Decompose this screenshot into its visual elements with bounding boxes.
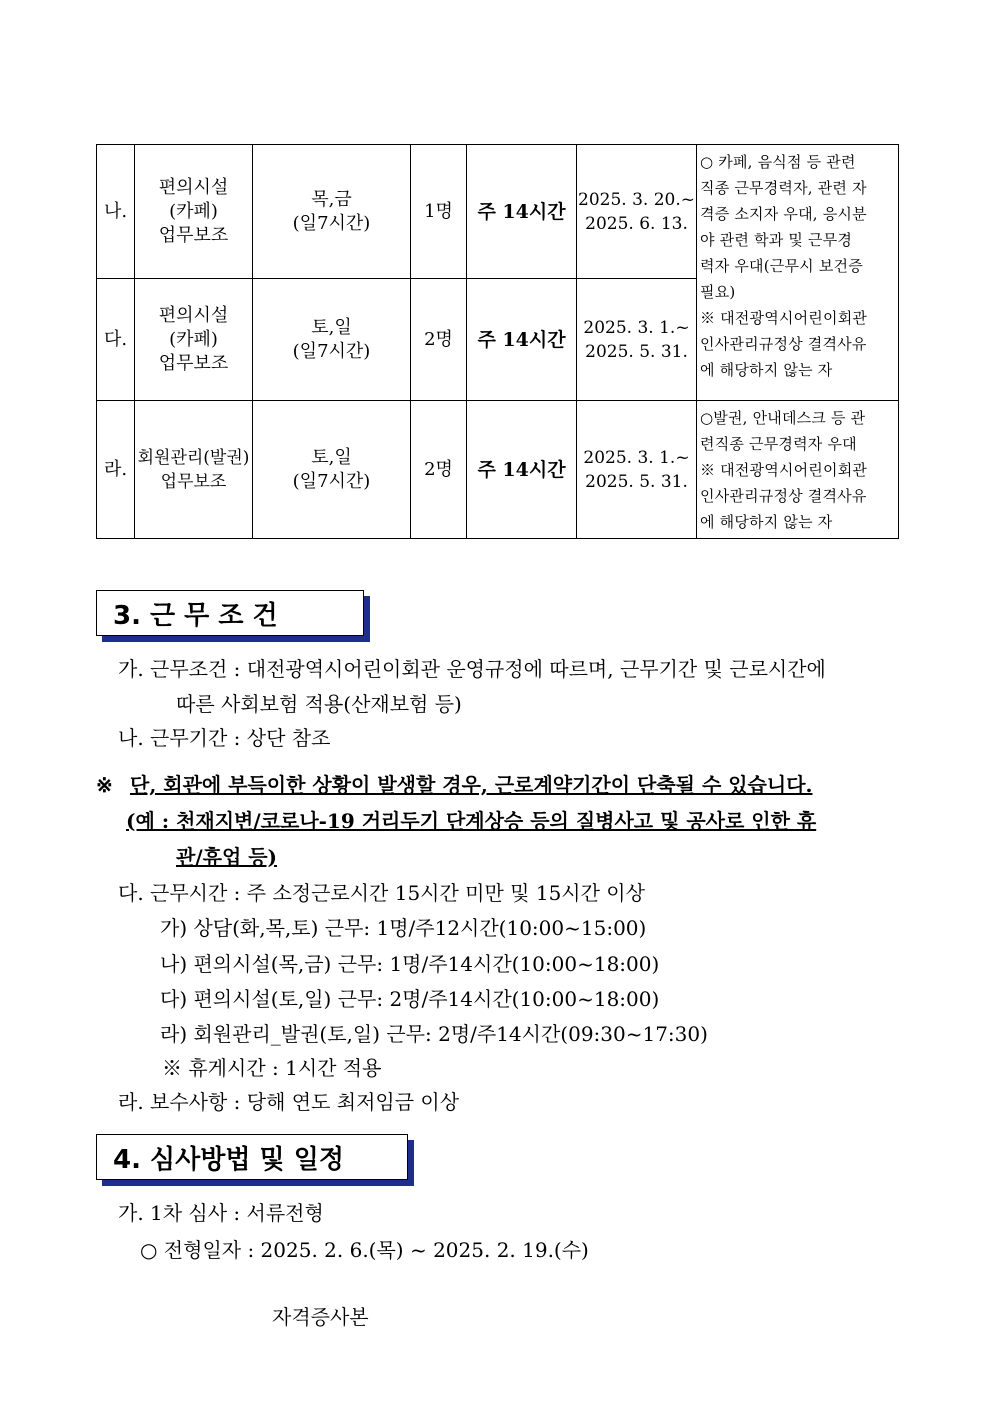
note-line: 력자 우대(근무시 보건증 — [700, 257, 863, 275]
work-hours-item: 다) 편의시설(토,일) 근무: 2명/주14시간(10:00~18:00) — [160, 987, 660, 1011]
job-line: 업무보조 — [160, 471, 227, 492]
work-hours-line: 다. 근무시간 : 주 소정근로시간 15시간 미만 및 15시간 이상 — [118, 881, 645, 905]
work-period-line: 나. 근무기간 : 상단 참조 — [118, 726, 331, 750]
note-line: 필요) — [700, 283, 736, 301]
job-line: 업무보조 — [158, 224, 229, 246]
table-row — [97, 401, 899, 539]
note-line: ※ 대전광역시어린이회관 — [700, 461, 868, 479]
days-line: (일7시간) — [292, 340, 371, 362]
section-4-heading: 4. 심사방법 및 일정 — [96, 1134, 408, 1180]
period-line: 2025. 6. 13. — [585, 213, 688, 234]
job-line: 업무보조 — [158, 352, 229, 374]
headcount: 2명 — [411, 401, 467, 539]
headcount: 1명 — [411, 145, 467, 279]
work-period — [577, 279, 697, 401]
work-conditions-cont: 따른 사회보험 적용(산재보험 등) — [176, 692, 462, 716]
work-days — [253, 145, 411, 279]
row-label: 라. — [97, 401, 135, 539]
review-date-line: ○ 전형일자 : 2025. 2. 6.(목) ~ 2025. 2. 19.(수) — [140, 1238, 589, 1262]
note-line: 련직종 근무경력자 우대 — [700, 435, 857, 453]
work-hours-item: 라) 회원관리_발권(토,일) 근무: 2명/주14시간(09:30~17:30) — [160, 1022, 708, 1046]
job-title — [135, 145, 253, 279]
weekly-hours: 주 14시간 — [467, 401, 577, 539]
note-line: ○발권, 안내데스크 등 관 — [700, 409, 866, 427]
work-days — [253, 279, 411, 401]
period-line: 2025. 5. 31. — [585, 341, 688, 362]
section-3-heading: 3. 근 무 조 건 — [96, 590, 364, 636]
qualification-note — [697, 401, 899, 539]
note-line: 인사관리규정상 결격사유 — [700, 335, 867, 353]
first-review-line: 가. 1차 심사 : 서류전형 — [118, 1201, 324, 1225]
days-line: 토,일 — [311, 316, 352, 338]
pay-line: 라. 보수사항 : 당해 연도 최저임금 이상 — [118, 1090, 460, 1114]
weekly-hours: 주 14시간 — [467, 279, 577, 401]
qualification-note — [697, 145, 899, 401]
period-line: 2025. 5. 31. — [585, 471, 688, 492]
days-line: 목,금 — [311, 188, 352, 210]
period-line: 2025. 3. 1.~ — [583, 317, 690, 338]
work-days — [253, 401, 411, 539]
job-line: 회원관리(발권) — [137, 447, 250, 468]
job-line: 편의시설 — [158, 304, 229, 326]
note-line: 야 관련 학과 및 근무경 — [700, 231, 853, 249]
warning-mark: ※ — [96, 773, 113, 797]
work-period — [577, 145, 697, 279]
work-hours-item: 나) 편의시설(목,금) 근무: 1명/주14시간(10:00~18:00) — [160, 952, 660, 976]
row-label: 다. — [97, 279, 135, 401]
warning-example: (예 : 천재지변/코로나-19 거리두기 단계상승 등의 질병사고 및 공사로 인한 휴 — [126, 809, 817, 833]
note-line: ○ 카페, 음식점 등 관련 — [700, 153, 856, 171]
days-line: (일7시간) — [292, 212, 371, 234]
documents-cont: 자격증사본 — [272, 1305, 369, 1329]
job-table — [96, 144, 899, 539]
job-title — [135, 279, 253, 401]
break-time-note: ※ 휴게시간 : 1시간 적용 — [162, 1056, 382, 1080]
work-period — [577, 401, 697, 539]
note-line: ※ 대전광역시어린이회관 — [700, 309, 868, 327]
period-line: 2025. 3. 1.~ — [583, 447, 690, 468]
note-line: 에 해당하지 않는 자 — [700, 513, 833, 531]
job-line: (카페) — [169, 328, 218, 350]
warning-line: 단, 회관에 부득이한 상황이 발생할 경우, 근로계약기간이 단축될 수 있습니다. — [130, 773, 813, 797]
headcount: 2명 — [411, 279, 467, 401]
note-line: 직종 근무경력자, 관련 자 — [700, 179, 867, 197]
note-line: 에 해당하지 않는 자 — [700, 361, 833, 379]
work-hours-item: 가) 상담(화,목,토) 근무: 1명/주12시간(10:00~15:00) — [160, 916, 647, 940]
job-title — [135, 401, 253, 539]
job-line: 편의시설 — [158, 176, 229, 198]
job-line: (카페) — [169, 200, 218, 222]
weekly-hours: 주 14시간 — [467, 145, 577, 279]
days-line: 토,일 — [311, 446, 352, 468]
warning-example-cont: 관/휴업 등) — [176, 845, 278, 869]
row-label: 나. — [97, 145, 135, 279]
days-line: (일7시간) — [292, 470, 371, 492]
table-row — [97, 145, 899, 279]
work-conditions-line: 가. 근무조건 : 대전광역시어린이회관 운영규정에 따르며, 근무기간 및 근로시간에 — [118, 657, 826, 681]
note-line: 인사관리규정상 결격사유 — [700, 487, 867, 505]
note-line: 격증 소지자 우대, 응시분 — [700, 205, 867, 223]
period-line: 2025. 3. 20.~ — [578, 189, 695, 210]
